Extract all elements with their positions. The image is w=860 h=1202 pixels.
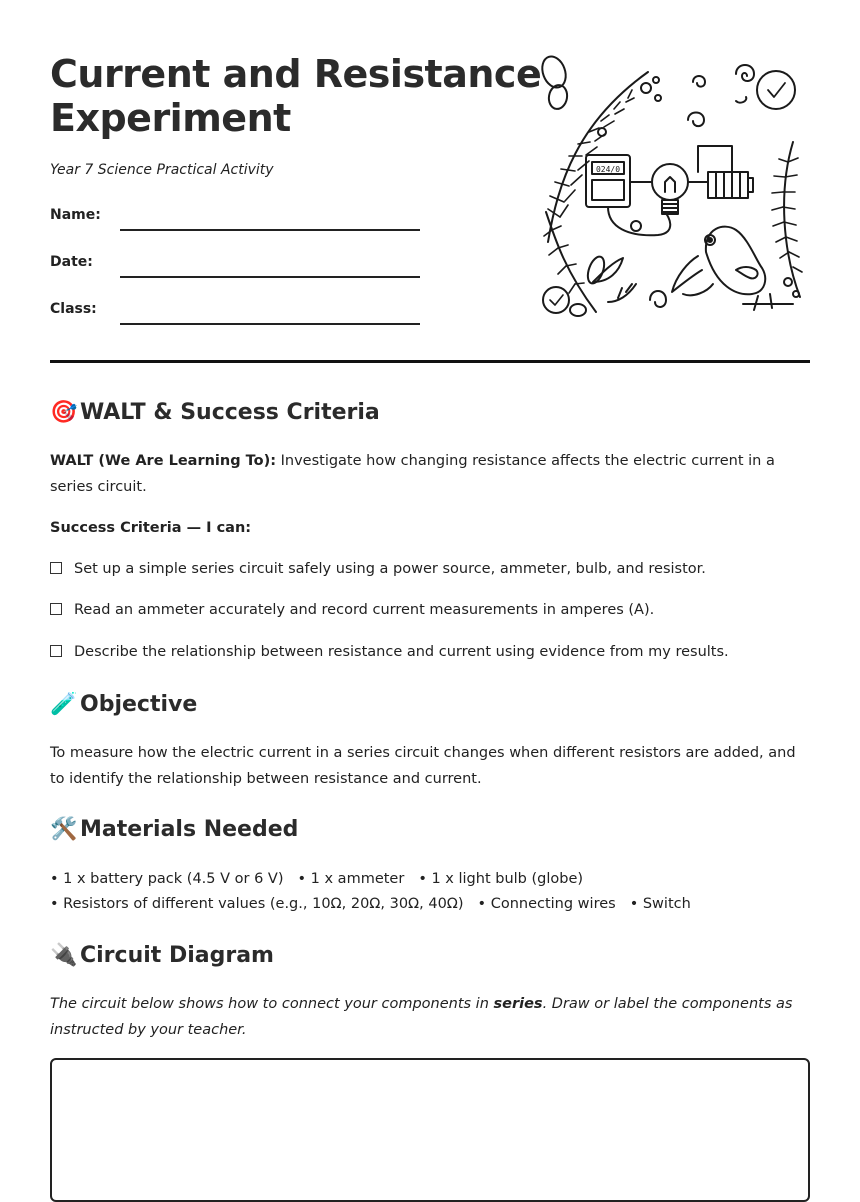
- worksheet-header: [50, 0, 810, 317]
- criteria-text: Read an ammeter accurately and record current measurements in amperes (A).: [74, 602, 655, 618]
- circuit-intro-bold: series: [493, 996, 543, 1012]
- worksheet-page: [50, 0, 810, 1038]
- walt-text: Investigate how changing resistance affects the electric current in a series circuit.: [50, 453, 775, 495]
- class-line[interactable]: [120, 323, 420, 325]
- material-item: • Resistors of different values (e.g., 10Ω, 20Ω, 30Ω, 40Ω): [50, 896, 464, 912]
- criteria-item[interactable]: [50, 602, 654, 618]
- materials-heading-text: Materials Needed: [80, 817, 299, 842]
- material-item: • 1 x light bulb (globe): [418, 871, 584, 887]
- name-label: Name:: [50, 207, 101, 223]
- objective-heading-text: Objective: [80, 692, 198, 717]
- circuit-heading-text: Circuit Diagram: [80, 943, 274, 968]
- name-line[interactable]: [120, 229, 420, 231]
- checkbox-icon[interactable]: [50, 603, 62, 615]
- circuit-intro: [50, 991, 810, 1043]
- walt-statement: [50, 448, 810, 500]
- subtitle: Year 7 Science Practical Activity: [50, 162, 274, 178]
- criteria-text: Describe the relationship between resistance and current using evidence from my results.: [74, 644, 729, 660]
- date-line[interactable]: [120, 276, 420, 278]
- class-field[interactable]: [50, 301, 420, 325]
- circuit-jungle-illustration: [538, 52, 812, 324]
- walt-label: WALT (We Are Learning To):: [50, 453, 276, 469]
- criteria-item[interactable]: [50, 561, 706, 577]
- materials-heading: [50, 817, 298, 842]
- objective-text: To measure how the electric current in a series circuit changes when different resistors are added, and to identify the relationship between resistance and current.: [50, 745, 796, 787]
- material-item: • Connecting wires: [477, 896, 616, 912]
- materials-row-1: [50, 867, 597, 892]
- date-field[interactable]: [50, 254, 420, 278]
- class-label: Class:: [50, 301, 97, 317]
- criteria-item[interactable]: [50, 644, 729, 660]
- ammeter-readout: 024/0: [595, 165, 621, 174]
- title-line-1: Current and Resistance: [50, 52, 542, 96]
- target-icon: 🎯: [50, 400, 78, 425]
- tools-icon: 🛠️: [50, 817, 78, 842]
- circuit-intro-part: The circuit below shows how to connect your components in: [50, 996, 494, 1012]
- circuit-heading: [50, 943, 274, 968]
- material-item: • 1 x ammeter: [297, 871, 405, 887]
- date-label: Date:: [50, 254, 93, 270]
- circuit-intro-part: . Draw or label the components as instructed by your teacher.: [50, 996, 793, 1038]
- criteria-heading: Success Criteria — I can:: [50, 520, 252, 536]
- material-item: • 1 x battery pack (4.5 V or 6 V): [50, 871, 284, 887]
- test-tube-icon: 🧪: [50, 692, 78, 717]
- page-title: [50, 52, 541, 140]
- material-item: • Switch: [629, 896, 691, 912]
- circuit-drawing-area[interactable]: [50, 1058, 810, 1202]
- materials-row-2: [50, 892, 705, 917]
- plug-icon: 🔌: [50, 943, 78, 968]
- title-line-2: Experiment: [50, 96, 291, 140]
- checkbox-icon[interactable]: [50, 645, 62, 657]
- objective-heading: [50, 692, 197, 717]
- walt-heading-text: WALT & Success Criteria: [80, 400, 380, 425]
- walt-heading: [50, 400, 380, 425]
- name-field[interactable]: [50, 207, 420, 231]
- criteria-text: Set up a simple series circuit safely using a power source, ammeter, bulb, and resistor.: [74, 561, 706, 577]
- header-divider: [50, 360, 810, 363]
- checkbox-icon[interactable]: [50, 562, 62, 574]
